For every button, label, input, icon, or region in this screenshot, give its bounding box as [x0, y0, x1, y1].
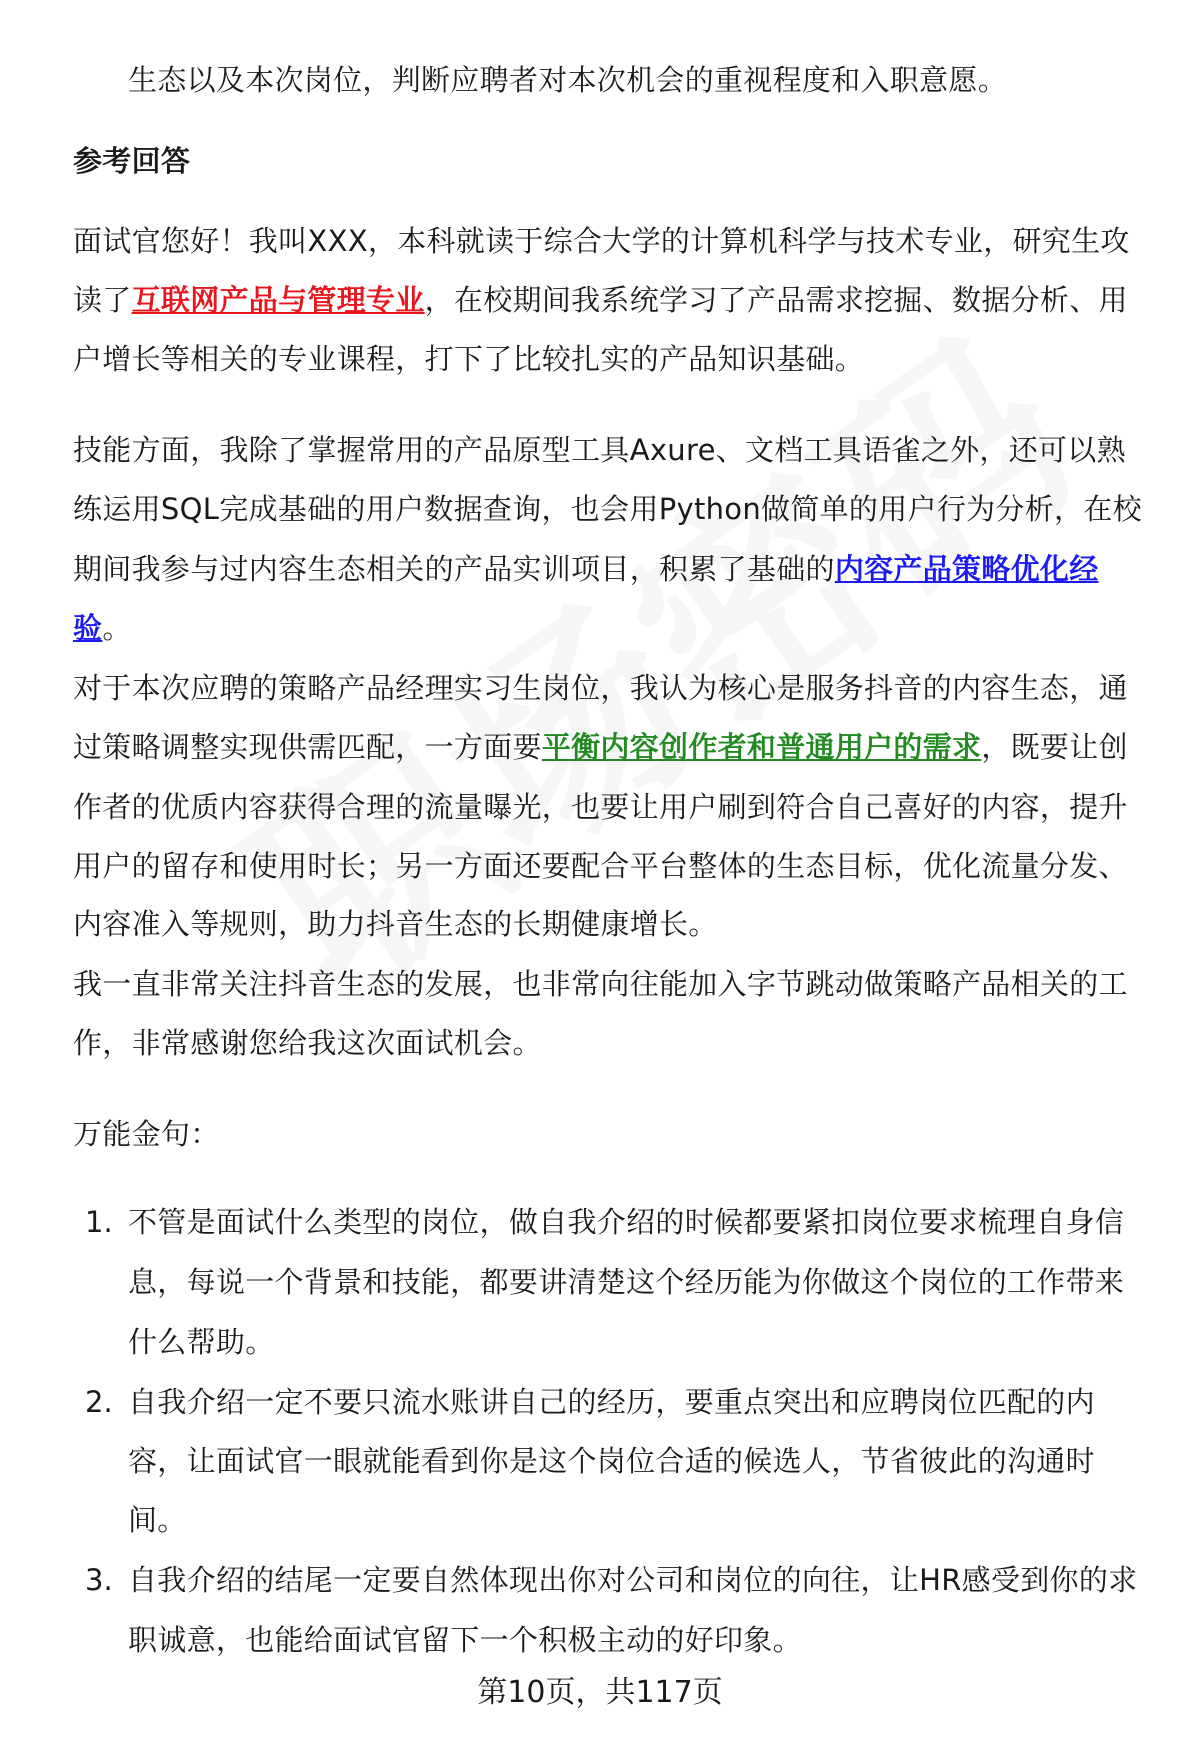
- intro-tail: 生态以及本次岗位，判断应聘者对本次机会的重视程度和入职意愿。: [128, 63, 1008, 97]
- p3-line: [73, 729, 1128, 765]
- highlight-experience: 验: [73, 611, 103, 645]
- list-item-line: 间。: [128, 1503, 187, 1537]
- p2-line: 技能方面，我除了掌握常用的产品原型工具Axure、文档工具语雀之外，还可以熟: [73, 433, 1126, 467]
- text: ，既要让创: [981, 730, 1128, 764]
- text: 期间我参与过内容生态相关的产品实训项目，积累了基础的: [73, 552, 835, 586]
- list-item-line: 什么帮助。: [128, 1325, 275, 1359]
- p3-line: 用户的留存和使用时长；另一方面还要配合平台整体的生态目标，优化流量分发、: [73, 849, 1128, 883]
- p2-line: [73, 551, 1099, 587]
- list-number: 3.: [85, 1563, 113, 1597]
- list-item-line: 容，让面试官一眼就能看到你是这个岗位合适的候选人，节省彼此的沟通时: [128, 1444, 1095, 1478]
- text: 读了: [73, 283, 132, 317]
- text: 过策略调整实现供需匹配，一方面要: [73, 730, 542, 764]
- p4-line: 我一直非常关注抖音生态的发展，也非常向往能加入字节跳动做策略产品相关的工: [73, 967, 1128, 1001]
- p2-line: 练运用SQL完成基础的用户数据查询，也会用Python做简单的用户行为分析，在校: [73, 492, 1142, 526]
- list-item-line: 职诚意，也能给面试官留下一个积极主动的好印象。: [128, 1623, 802, 1657]
- p4-line: 作，非常感谢您给我这次面试机会。: [73, 1026, 542, 1060]
- p3-line: 内容准入等规则，助力抖音生态的长期健康增长。: [73, 907, 718, 941]
- highlight-balance: 平衡内容创作者和普通用户的需求: [541, 730, 982, 764]
- section-heading: 参考回答: [73, 144, 191, 178]
- text: 。: [102, 611, 132, 645]
- list-item-line: 不管是面试什么类型的岗位，做自我介绍的时候都要紧扣岗位要求梳理自身信: [128, 1205, 1125, 1239]
- list-number: 2.: [85, 1385, 113, 1419]
- p1-line: 面试官您好！我叫XXX，本科就读于综合大学的计算机科学与技术专业，研究生攻: [73, 224, 1130, 258]
- list-item-line: 自我介绍一定不要只流水账讲自己的经历，要重点突出和应聘岗位匹配的内: [128, 1385, 1095, 1419]
- p3-line: 对于本次应聘的策略产品经理实习生岗位，我认为核心是服务抖音的内容生态，通: [73, 671, 1128, 705]
- tips-label: 万能金句：: [73, 1117, 220, 1151]
- page-number: 第10页，共117页: [477, 1675, 723, 1710]
- p1-line: 户增长等相关的专业课程，打下了比较扎实的产品知识基础。: [73, 342, 865, 376]
- list-number: 1.: [85, 1205, 113, 1239]
- p3-line: 作者的优质内容获得合理的流量曝光，也要让用户刷到符合自己喜好的内容，提升: [73, 790, 1128, 824]
- p2-line: [73, 610, 132, 646]
- list-item-line: 息，每说一个背景和技能，都要讲清楚这个经历能为你做这个岗位的工作带来: [128, 1265, 1125, 1299]
- highlight-major: 互联网产品与管理专业: [131, 283, 425, 317]
- text: ，在校期间我系统学习了产品需求挖掘、数据分析、用: [424, 283, 1128, 317]
- list-item-line: 自我介绍的结尾一定要自然体现出你对公司和岗位的向往，让HR感受到你的求: [128, 1563, 1138, 1597]
- p1-line: [73, 282, 1128, 318]
- highlight-experience: 内容产品策略优化经: [834, 552, 1099, 586]
